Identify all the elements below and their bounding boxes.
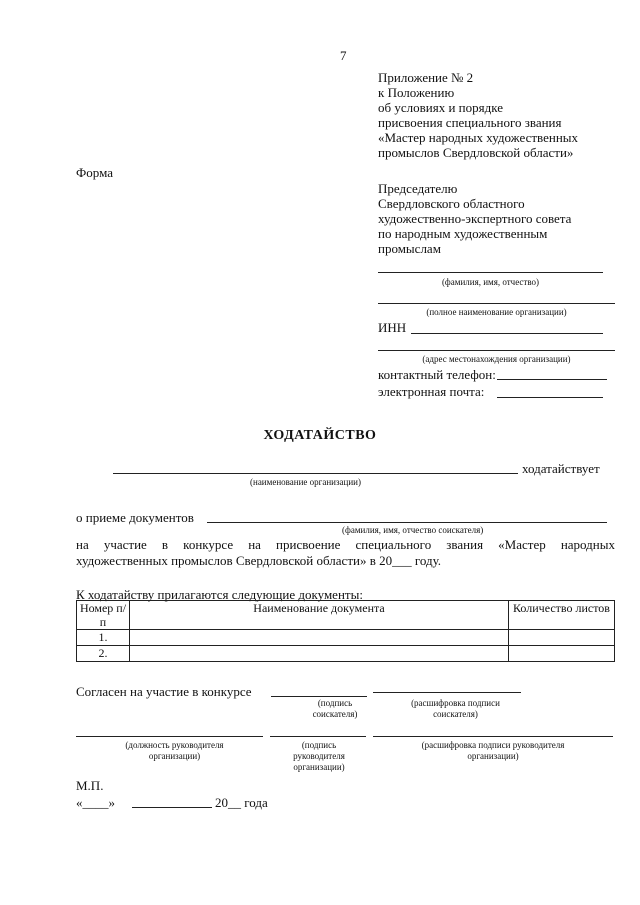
row-sheet-count[interactable]: [509, 646, 615, 662]
head-position-line[interactable]: [76, 736, 263, 737]
stamp-label: М.П.: [76, 778, 104, 793]
date-month-line[interactable]: [132, 807, 212, 808]
consent-label: Согласен на участие в конкурсе: [76, 684, 252, 699]
inn-field-line[interactable]: [411, 333, 603, 334]
acceptance-label: о приеме документов: [76, 510, 194, 525]
table-row: [77, 630, 615, 646]
addressee-block: [378, 181, 571, 256]
consent-signature-line[interactable]: [271, 696, 367, 697]
email-field-line[interactable]: [497, 397, 603, 398]
head-position-caption: (должность руководителя организации): [125, 740, 224, 761]
participation-line-2: художественных промыслов Свердловской области» в 20___ году.: [76, 553, 442, 568]
petitions-word: ходатайствует: [522, 461, 600, 476]
applicant-caption: (фамилия, имя, отчество соискателя): [342, 525, 484, 535]
appendix-line: об условиях и порядке: [378, 100, 503, 115]
attachments-heading: К ходатайству прилагаются следующие документы:: [76, 587, 363, 602]
form-label: Форма: [76, 165, 113, 180]
row-sheet-count[interactable]: [509, 630, 615, 646]
page-number: 7: [340, 48, 347, 63]
addressee-line: по народным художественным: [378, 226, 548, 241]
header-sheet-count: Количество листов: [509, 601, 615, 630]
org-caption: (полное наименование организации): [426, 307, 567, 317]
org-name-caption: (наименование организации): [250, 477, 361, 487]
consent-signature-caption: (подпись соискателя): [312, 698, 358, 719]
applicant-field-line[interactable]: [207, 522, 607, 523]
addressee-line: Председателю: [378, 181, 458, 196]
consent-decode-caption: (расшифровка подписи соискателя): [411, 698, 500, 719]
email-label: электронная почта:: [378, 384, 485, 399]
appendix-line: присвоения специального звания: [378, 115, 562, 130]
appendix-line: промыслов Свердловской области»: [378, 145, 574, 160]
address-field-line[interactable]: [378, 350, 615, 351]
addressee-line: промыслам: [378, 241, 441, 256]
phone-label: контактный телефон:: [378, 367, 496, 382]
participation-line-1: на участие в конкурсе на присвоение специального звания «Мастер народных: [76, 537, 615, 552]
table-row: [77, 646, 615, 662]
fio-field-line[interactable]: [378, 272, 603, 273]
table-header-row: [77, 601, 615, 630]
head-decode-caption: (расшифровка подписи руководителя организации): [421, 740, 565, 761]
phone-field-line[interactable]: [497, 379, 607, 380]
head-signature-line[interactable]: [270, 736, 366, 737]
appendix-line: Приложение № 2: [378, 70, 474, 85]
row-number: 2.: [77, 646, 130, 662]
date-day[interactable]: «____»: [76, 795, 115, 810]
row-number: 1.: [77, 630, 130, 646]
appendix-line: к Положению: [378, 85, 455, 100]
head-decode-line[interactable]: [373, 736, 613, 737]
inn-label: ИНН: [378, 320, 407, 335]
org-field-line[interactable]: [378, 303, 615, 304]
addressee-line: художественно-экспертного совета: [378, 211, 572, 226]
documents-table: [76, 600, 615, 662]
header-number: Номер п/п: [77, 601, 130, 630]
address-caption: (адрес местонахождения организации): [422, 354, 571, 364]
appendix-line: «Мастер народных художественных: [378, 130, 579, 145]
addressee-line: Свердловского областного: [378, 196, 525, 211]
row-document-name[interactable]: [130, 646, 509, 662]
header-document-name: Наименование документа: [130, 601, 509, 630]
appendix-block: [378, 70, 578, 160]
consent-decode-line[interactable]: [373, 692, 521, 693]
org-name-field-line[interactable]: [113, 473, 518, 474]
fio-caption: (фамилия, имя, отчество): [441, 277, 540, 287]
head-signature-caption: (подпись руководителя организации): [293, 740, 345, 772]
row-document-name[interactable]: [130, 630, 509, 646]
document-title: ХОДАТАЙСТВО: [263, 428, 377, 443]
date-year[interactable]: 20__ года: [215, 795, 268, 810]
